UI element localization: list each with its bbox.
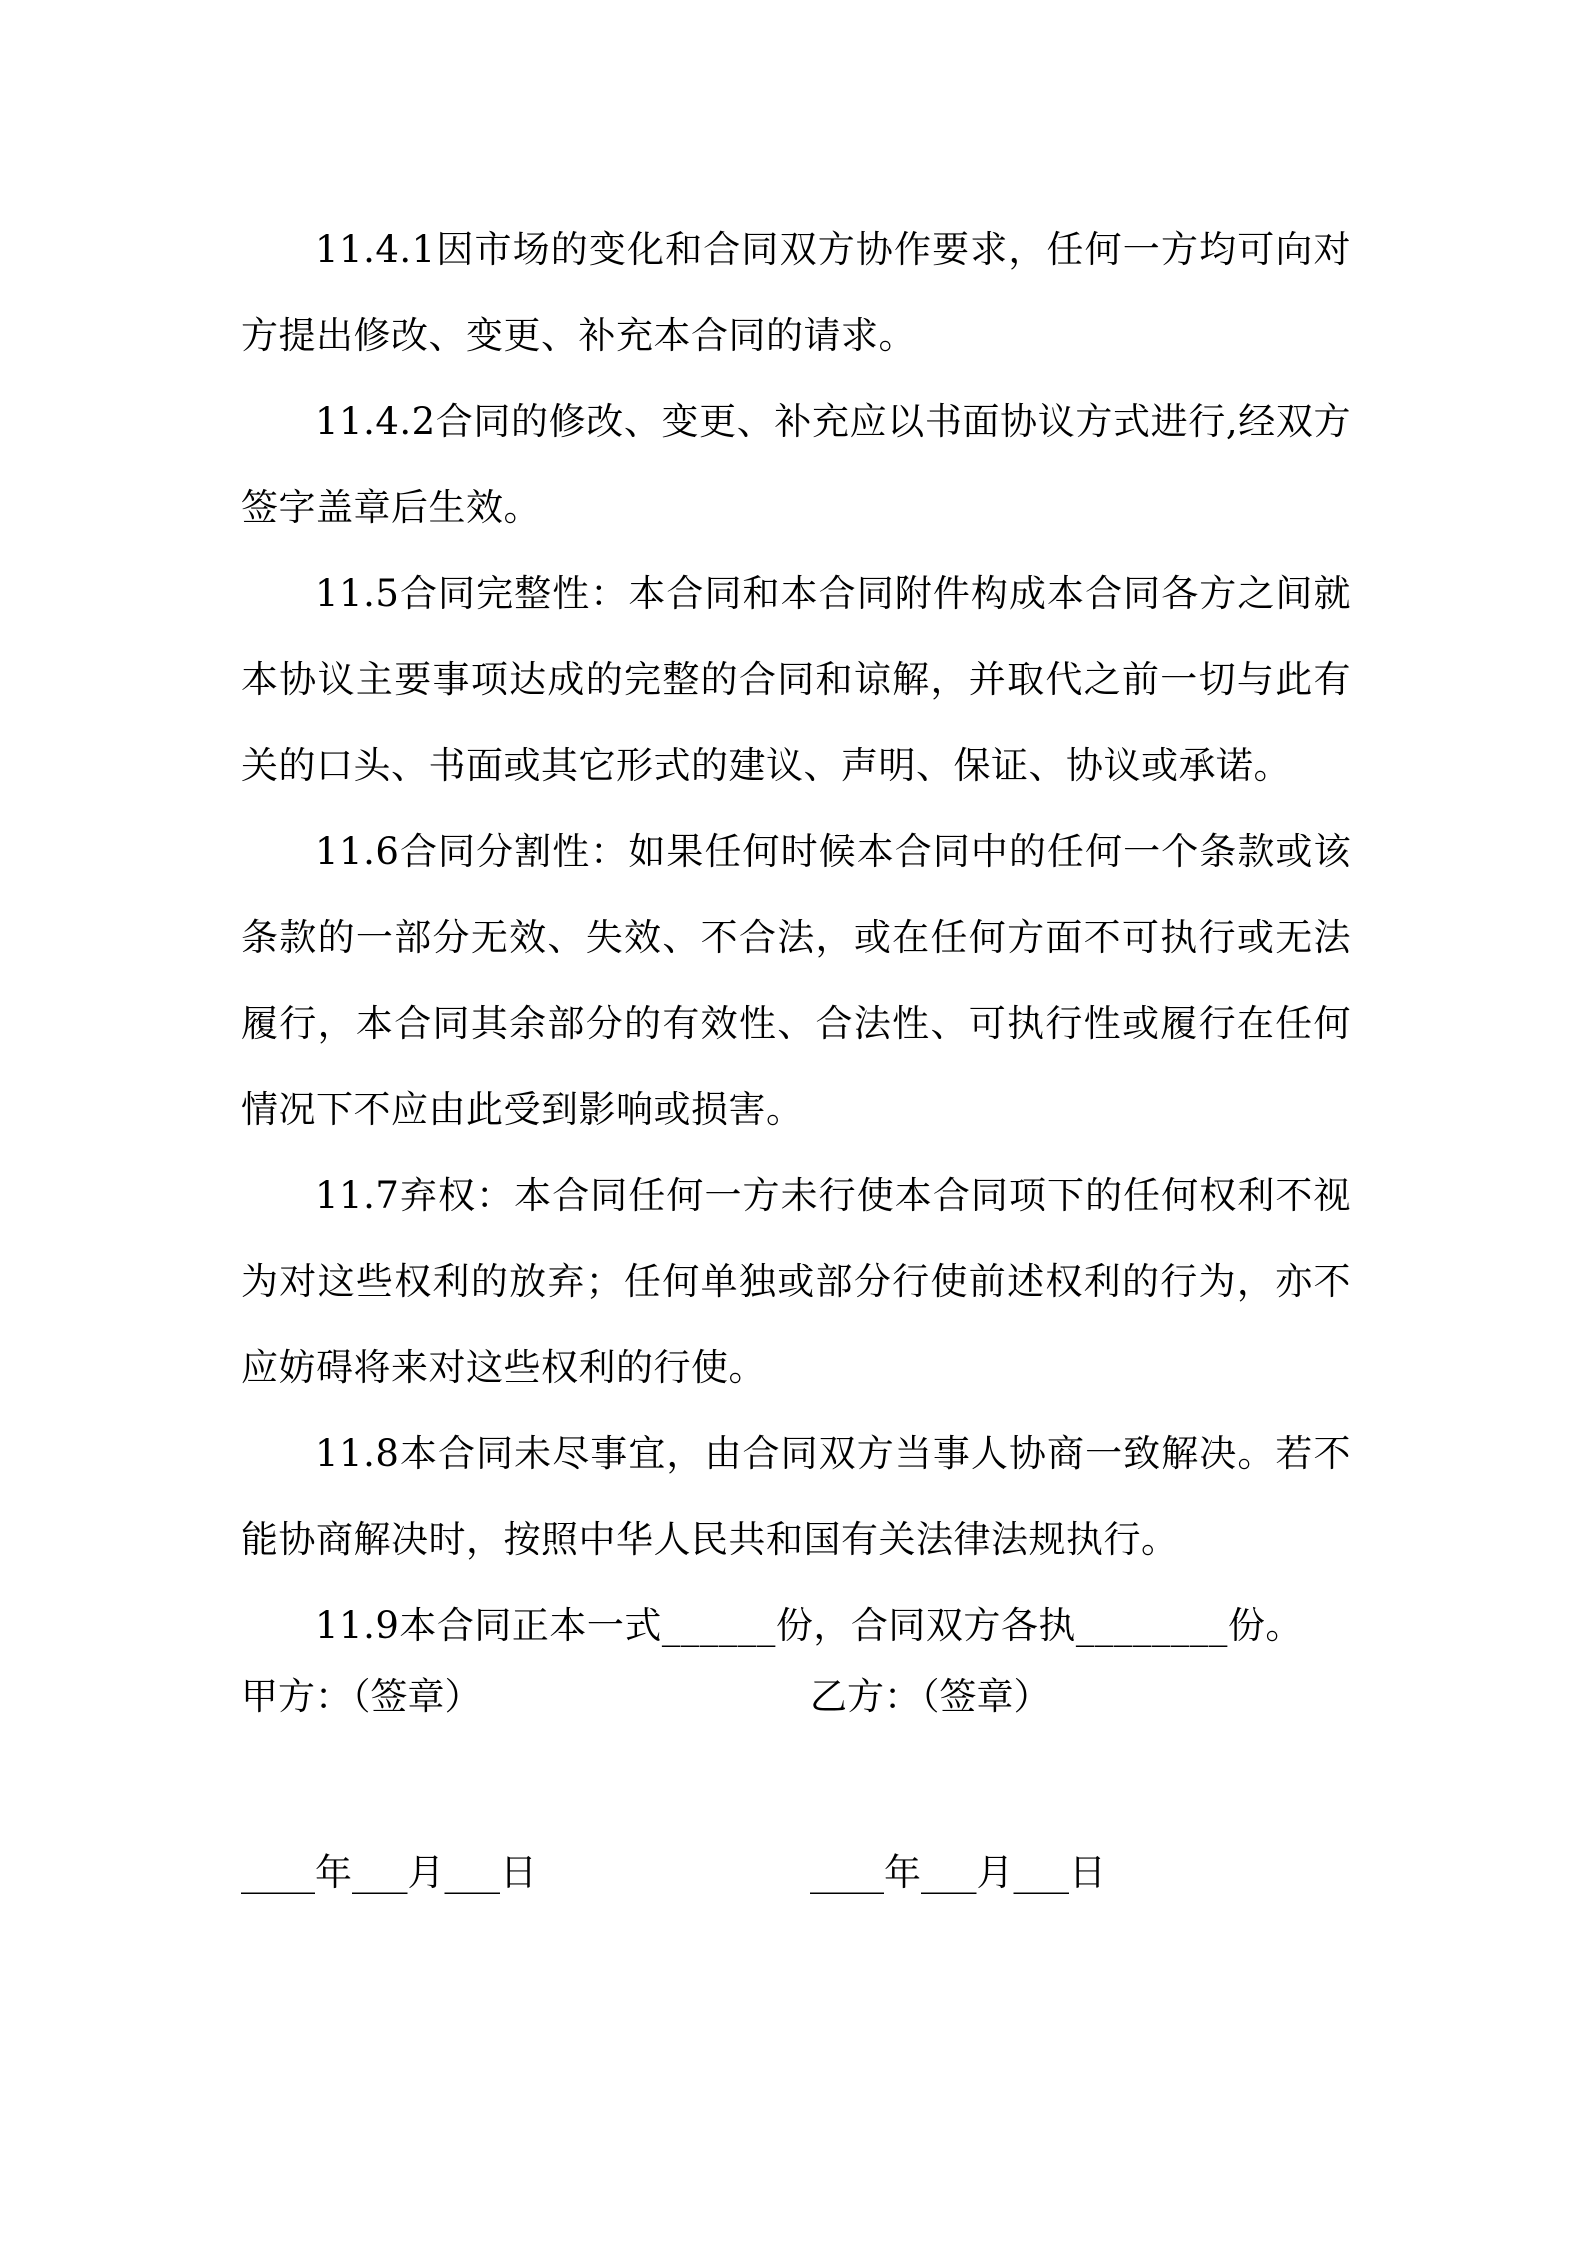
date-row: [241, 1848, 1351, 2048]
party-a-date: ____年___月___日: [241, 1851, 537, 1894]
clause-11-4-2: 11.4.2合同的修改、变更、补充应以书面协议方式进行,经双方签字盖章后生效。: [241, 400, 1351, 529]
party-a-signature: 甲方：（签章）: [241, 1675, 482, 1718]
party-b-date: ____年___月___日: [810, 1851, 1106, 1894]
party-b-signature: 乙方：（签章）: [810, 1675, 1051, 1718]
clause-11-9: 11.9本合同正本一式______份，合同双方各执________份。: [315, 1604, 1303, 1647]
clause-11-6: 11.6合同分割性：如果任何时候本合同中的任何一个条款或该条款的一部分无效、失效、不合法，或在任何方面不可执行或无法履行，本合同其余部分的有效性、合法性、可执行性或履行在任何情况下不应由此受到影响或损害。: [241, 830, 1351, 1131]
clause-11-5: 11.5合同完整性：本合同和本合同附件构成本合同各方之间就本协议主要事项达成的完整的合同和谅解，并取代之前一切与此有关的口头、书面或其它形式的建议、声明、保证、协议或承诺。: [241, 572, 1351, 787]
signature-row: [241, 1672, 1351, 1872]
contract-body: [241, 207, 1351, 1669]
clause-11-4-1: 11.4.1因市场的变化和合同双方协作要求，任何一方均可向对方提出修改、变更、补充本合同的请求。: [241, 228, 1351, 357]
clause-11-8: 11.8本合同未尽事宜，由合同双方当事人协商一致解决。若不能协商解决时，按照中华人民共和国有关法律法规执行。: [241, 1432, 1351, 1561]
clause-11-7: 11.7弃权：本合同任何一方未行使本合同项下的任何权利不视为对这些权利的放弃；任何单独或部分行使前述权利的行为，亦不应妨碍将来对这些权利的行使。: [241, 1174, 1351, 1389]
